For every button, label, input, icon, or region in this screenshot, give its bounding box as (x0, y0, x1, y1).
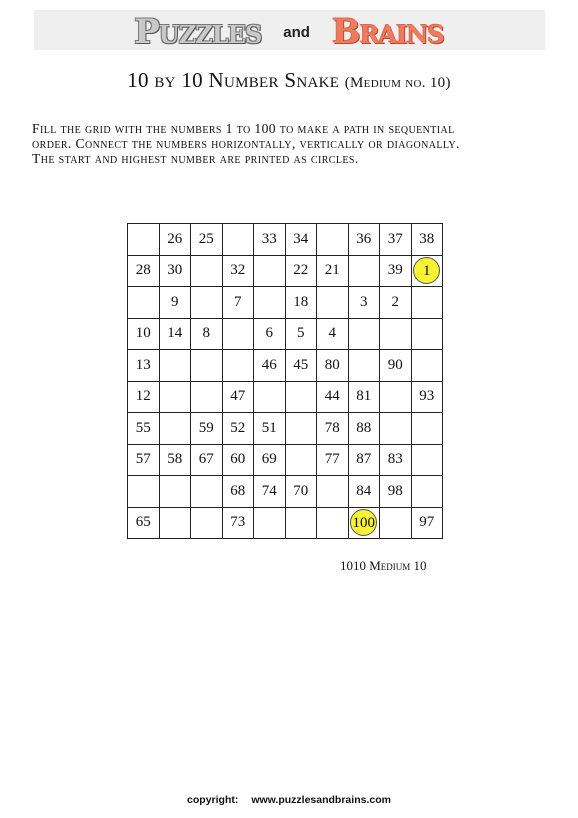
instructions-line: The start and highest number are printed as circles. (32, 151, 359, 166)
given-number-cell[interactable]: 26 (159, 224, 191, 256)
grid-row (128, 224, 443, 256)
given-number-cell[interactable]: 46 (254, 350, 286, 382)
grid-cell[interactable] (191, 507, 223, 539)
given-number-cell[interactable]: 70 (285, 476, 317, 508)
given-number-cell[interactable]: 6 (254, 318, 286, 350)
logo-word-puzzles: Puzzles (134, 12, 262, 52)
given-number-cell[interactable]: 84 (348, 476, 380, 508)
given-number-cell[interactable]: 21 (317, 255, 349, 287)
given-number-cell[interactable]: 59 (191, 413, 223, 445)
instructions-line: Fill the grid with the numbers 1 to 100 to make a path in sequential (32, 121, 455, 136)
given-number-cell[interactable]: 78 (317, 413, 349, 445)
given-number-cell[interactable]: 60 (222, 444, 254, 476)
given-number-cell[interactable]: 22 (285, 255, 317, 287)
grid-cell[interactable] (285, 413, 317, 445)
grid-cell[interactable] (191, 381, 223, 413)
grid-row (128, 350, 443, 382)
grid-cell[interactable] (159, 507, 191, 539)
given-number-cell[interactable]: 13 (128, 350, 160, 382)
given-number-circle: 1 (413, 257, 440, 284)
copyright-label: copyright: (187, 794, 239, 806)
grid-cell[interactable] (191, 350, 223, 382)
given-number-cell[interactable]: 14 (159, 318, 191, 350)
grid-cell[interactable] (159, 350, 191, 382)
given-number-cell[interactable]: 57 (128, 444, 160, 476)
given-number-cell[interactable]: 38 (411, 224, 443, 256)
given-number-cell[interactable]: 3 (348, 287, 380, 319)
grid-cell[interactable] (254, 287, 286, 319)
grid-row (128, 318, 443, 350)
grid-cell[interactable] (191, 255, 223, 287)
given-number-cell[interactable]: 18 (285, 287, 317, 319)
given-number-cell[interactable]: 44 (317, 381, 349, 413)
grid-row (128, 381, 443, 413)
grid-caption: 1010 Medium 10 (340, 558, 427, 573)
given-number-cell[interactable]: 36 (348, 224, 380, 256)
grid-row (128, 287, 443, 319)
grid-cell[interactable] (380, 507, 412, 539)
puzzle-grid (127, 223, 443, 539)
grid-cell[interactable] (411, 444, 443, 476)
given-number-cell[interactable]: 65 (128, 507, 160, 539)
given-number-cell[interactable]: 4 (317, 318, 349, 350)
given-number-cell[interactable]: 67 (191, 444, 223, 476)
given-number-cell[interactable]: 25 (191, 224, 223, 256)
grid-cell[interactable] (411, 476, 443, 508)
given-number-cell[interactable]: 55 (128, 413, 160, 445)
instructions-line: order. Connect the numbers horizontally, vertically or diagonally. (32, 136, 460, 151)
grid-cell[interactable] (285, 507, 317, 539)
grid-row (128, 413, 443, 445)
grid-cell[interactable] (411, 318, 443, 350)
given-number-cell[interactable]: 88 (348, 413, 380, 445)
given-number-cell[interactable]: 10 (128, 318, 160, 350)
grid-cell[interactable] (191, 476, 223, 508)
given-number-cell[interactable]: 87 (348, 444, 380, 476)
given-number-cell[interactable]: 47 (222, 381, 254, 413)
grid-cell[interactable] (254, 381, 286, 413)
grid-cell[interactable] (317, 224, 349, 256)
grid-row (128, 507, 443, 539)
page-title-sub: (Medium no. 10) (344, 75, 451, 91)
grid-cell[interactable] (411, 287, 443, 319)
logo-word-brains: Brains (331, 12, 444, 52)
given-number-cell[interactable]: 97 (411, 507, 443, 539)
grid-cell[interactable] (285, 444, 317, 476)
given-number-cell[interactable]: 32 (222, 255, 254, 287)
given-number-cell[interactable]: 34 (285, 224, 317, 256)
grid-cell[interactable] (348, 318, 380, 350)
grid-cell[interactable] (348, 507, 380, 539)
grid-cell[interactable] (254, 255, 286, 287)
grid-cell[interactable] (380, 413, 412, 445)
page-title (0, 68, 578, 93)
given-number-circle: 100 (350, 509, 377, 536)
grid-cell[interactable] (191, 287, 223, 319)
grid-cell[interactable] (159, 381, 191, 413)
given-number-cell[interactable]: 2 (380, 287, 412, 319)
given-number-cell[interactable]: 90 (380, 350, 412, 382)
grid-cell[interactable] (128, 224, 160, 256)
grid-cell[interactable] (222, 224, 254, 256)
given-number-cell[interactable]: 51 (254, 413, 286, 445)
grid-cell[interactable] (317, 287, 349, 319)
given-number-cell[interactable]: 33 (254, 224, 286, 256)
grid-cell[interactable] (411, 255, 443, 287)
grid-cell[interactable] (317, 476, 349, 508)
page-title-main: 10 by 10 Number Snake (127, 68, 340, 92)
grid-cell[interactable] (411, 413, 443, 445)
site-logo (0, 12, 578, 52)
grid-cell[interactable] (159, 476, 191, 508)
grid-cell[interactable] (380, 318, 412, 350)
given-number-cell[interactable]: 52 (222, 413, 254, 445)
given-number-cell[interactable]: 69 (254, 444, 286, 476)
given-number-cell[interactable]: 37 (380, 224, 412, 256)
given-number-cell[interactable]: 98 (380, 476, 412, 508)
grid-cell[interactable] (128, 476, 160, 508)
given-number-cell[interactable]: 7 (222, 287, 254, 319)
given-number-cell[interactable]: 74 (254, 476, 286, 508)
grid-row (128, 255, 443, 287)
footer-url-link[interactable]: www.puzzlesandbrains.com (251, 794, 391, 806)
given-number-cell[interactable]: 73 (222, 507, 254, 539)
given-number-cell[interactable]: 58 (159, 444, 191, 476)
given-number-cell[interactable]: 9 (159, 287, 191, 319)
footer (0, 794, 578, 806)
grid-cell[interactable] (411, 350, 443, 382)
given-number-cell[interactable]: 12 (128, 381, 160, 413)
instructions (32, 121, 552, 166)
given-number-cell[interactable]: 45 (285, 350, 317, 382)
given-number-cell[interactable]: 83 (380, 444, 412, 476)
given-number-cell[interactable]: 77 (317, 444, 349, 476)
given-number-cell[interactable]: 39 (380, 255, 412, 287)
grid-cell[interactable] (348, 255, 380, 287)
given-number-cell[interactable]: 80 (317, 350, 349, 382)
grid-row (128, 476, 443, 508)
grid-cell[interactable] (285, 381, 317, 413)
grid-cell[interactable] (254, 507, 286, 539)
grid-cell[interactable] (222, 350, 254, 382)
given-number-cell[interactable]: 68 (222, 476, 254, 508)
given-number-cell[interactable]: 81 (348, 381, 380, 413)
grid-cell[interactable] (159, 413, 191, 445)
grid-cell[interactable] (348, 350, 380, 382)
given-number-cell[interactable]: 93 (411, 381, 443, 413)
given-number-cell[interactable]: 30 (159, 255, 191, 287)
given-number-cell[interactable]: 5 (285, 318, 317, 350)
grid-cell[interactable] (317, 507, 349, 539)
given-number-cell[interactable]: 8 (191, 318, 223, 350)
logo-word-and: and (283, 23, 310, 41)
given-number-cell[interactable]: 28 (128, 255, 160, 287)
grid-cell[interactable] (222, 318, 254, 350)
grid-row (128, 444, 443, 476)
grid-cell[interactable] (380, 381, 412, 413)
grid-cell[interactable] (128, 287, 160, 319)
